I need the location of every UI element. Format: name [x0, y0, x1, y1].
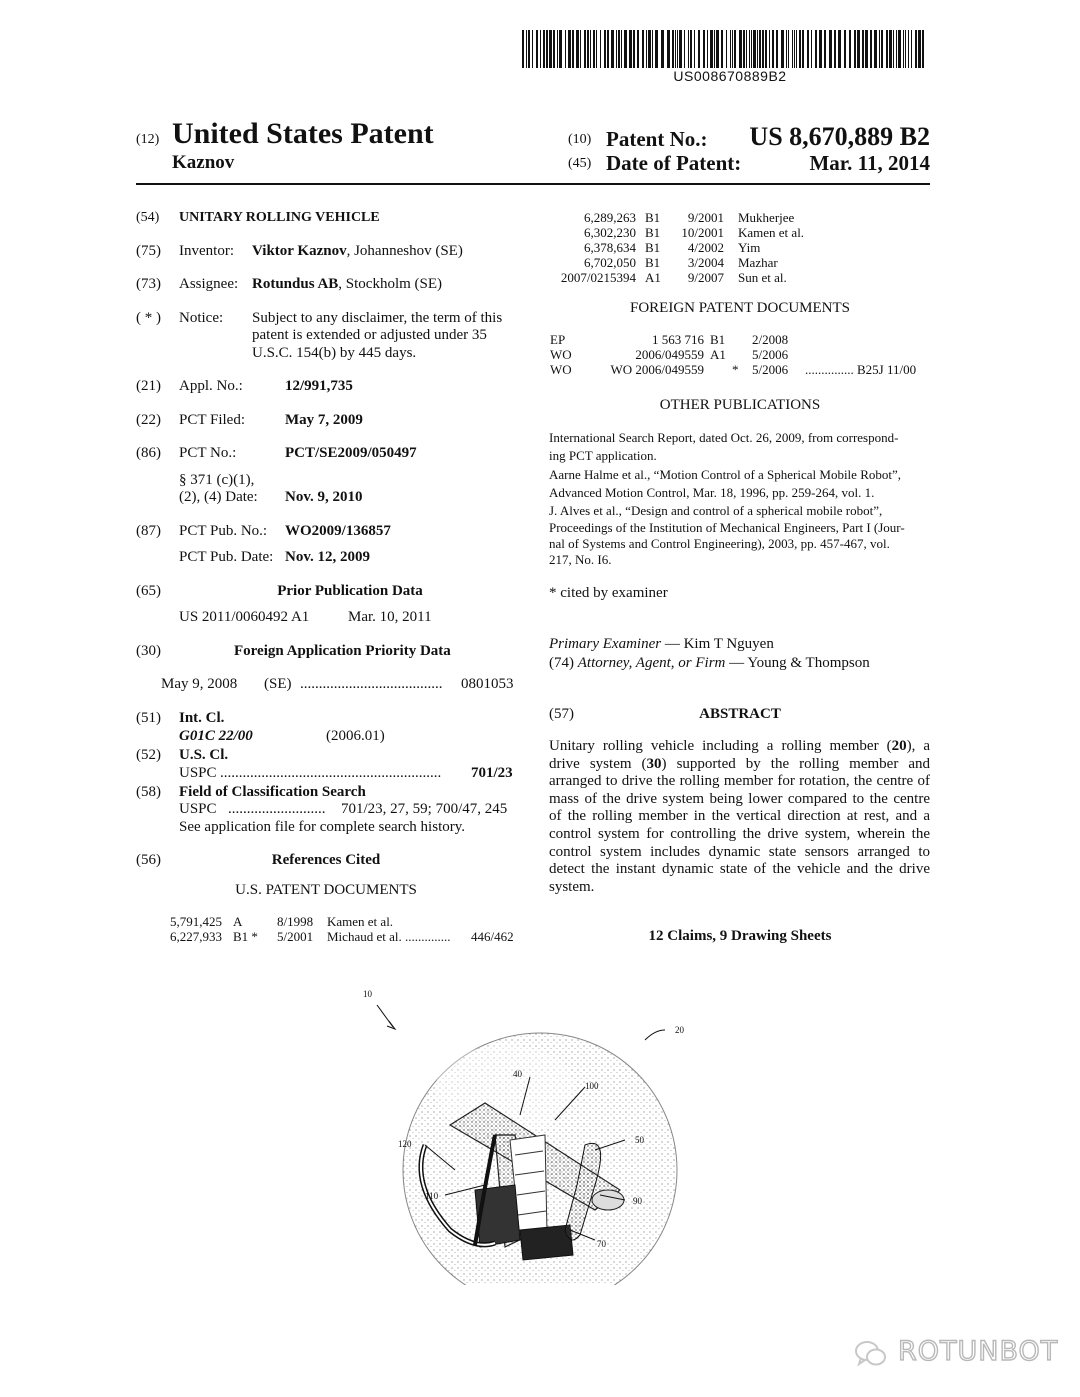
barcode-bar	[802, 30, 804, 68]
code-56: (56)	[136, 852, 161, 868]
barcode-bar	[580, 30, 581, 68]
prior-pub-no: US 2011/0060492 A1	[179, 609, 310, 625]
fp-dots: ......................................	[300, 676, 443, 692]
assignee-name: Rotundus AB	[252, 276, 339, 292]
barcode-bar	[799, 30, 801, 68]
pct-pub-no: WO2009/136857	[285, 523, 391, 539]
patent-number: US 8,670,889 B2	[749, 122, 930, 151]
barcode-bar	[698, 30, 700, 68]
notice-line-2: patent is extended or adjusted under 35	[252, 327, 487, 343]
barcode-bar	[786, 30, 787, 68]
barcode-bar	[532, 30, 533, 68]
code-10: (10)	[568, 132, 592, 147]
foreign-doc-country: WO	[550, 362, 572, 377]
barcode-bar	[889, 30, 892, 68]
barcode-bar	[749, 30, 750, 68]
code-75: (75)	[136, 243, 161, 259]
prior-pub-date: Mar. 10, 2011	[348, 609, 432, 625]
int-cl-label: Int. Cl.	[179, 710, 225, 726]
us-doc-name: Kamen et al.	[327, 914, 394, 929]
prior-pub-heading: Prior Publication Data	[277, 583, 423, 599]
abstract-line	[549, 844, 930, 861]
barcode-bar	[734, 30, 736, 68]
inventor-short: Kaznov	[172, 152, 235, 173]
barcode-bar	[908, 30, 909, 68]
code-52: (52)	[136, 747, 161, 763]
us-doc-number: 6,227,933	[170, 929, 222, 944]
abstract-body	[549, 738, 930, 898]
us-doc-name: Kamen et al.	[738, 225, 805, 240]
us-doc-number: 6,378,634	[584, 240, 636, 255]
us-doc-date: 9/2001	[687, 210, 724, 225]
pct-no: PCT/SE2009/050497	[285, 445, 417, 461]
abstract-text: system.	[549, 878, 595, 895]
barcode-bar	[684, 30, 685, 68]
barcode-bar	[896, 30, 897, 68]
abstract-text: control system for controlling the drive system, wherein the	[549, 826, 930, 842]
barcode-bar	[781, 30, 784, 68]
us-doc-name: Michaud et al. ..............	[327, 929, 451, 944]
barcode-bar	[796, 30, 797, 68]
code-12: (12)	[136, 132, 160, 147]
barcode-bar	[824, 30, 826, 68]
barcode-bar	[526, 30, 527, 68]
other-pub-line: 217, No. I6.	[549, 552, 612, 567]
barcode-bar	[879, 30, 880, 68]
abstract-heading: ABSTRACT	[699, 706, 781, 722]
barcode-bar	[716, 30, 719, 68]
barcode-bar	[829, 30, 832, 68]
rotunbot-watermark	[854, 1336, 1059, 1372]
code-73: (73)	[136, 276, 161, 292]
barcode-bar	[753, 30, 756, 68]
barcode-bar	[661, 30, 664, 68]
attorney-line	[549, 655, 870, 672]
barcode-bar	[655, 30, 658, 68]
barcode-bar	[590, 30, 591, 68]
barcode-bar	[611, 30, 614, 68]
inventor-line	[252, 243, 463, 260]
assignee-location: , Stockholm (SE)	[338, 276, 443, 292]
barcode-bar	[874, 30, 877, 68]
barcode-bar	[788, 30, 789, 68]
barcode	[522, 30, 930, 68]
barcode-bar	[703, 30, 705, 68]
notice-label: Notice:	[179, 310, 224, 326]
barcode-bar	[694, 30, 695, 68]
barcode-bar	[600, 30, 601, 68]
barcode-bar	[898, 30, 901, 68]
fp-date: May 9, 2008	[161, 676, 238, 692]
barcode-bar	[604, 30, 606, 68]
other-publications-heading: OTHER PUBLICATIONS	[659, 397, 821, 413]
barcode-bar	[549, 30, 552, 68]
us-doc-name: Mukherjee	[738, 210, 795, 225]
foreign-doc-kind: *	[732, 362, 739, 377]
fig-label-20: 20	[675, 1025, 684, 1035]
int-cl-code: G01C 22/00	[179, 728, 253, 744]
us-doc-kind: B1	[645, 255, 661, 270]
barcode-bar	[807, 30, 809, 68]
assignee-label: Assignee:	[179, 276, 239, 292]
foreign-doc-number: WO 2006/049559	[610, 362, 704, 377]
abstract-line	[549, 879, 930, 896]
barcode-bar	[714, 30, 715, 68]
code-87: (87)	[136, 523, 161, 539]
barcode-bar	[911, 30, 912, 68]
other-pub-line: ing PCT application.	[549, 448, 657, 463]
date-of-patent-label: Date of Patent:	[606, 151, 742, 175]
uspc-label: USPC	[179, 765, 217, 781]
foreign-priority-heading: Foreign Application Priority Data	[234, 643, 451, 659]
us-cl-label: U.S. Cl.	[179, 747, 229, 763]
barcode-bar	[587, 30, 589, 68]
us-doc-kind: B1	[645, 210, 661, 225]
code-57: (57)	[549, 706, 574, 722]
code-45: (45)	[568, 156, 592, 171]
fig-label-10: 10	[363, 989, 372, 999]
abstract-line	[549, 738, 930, 755]
patent-no-label: Patent No.:	[606, 127, 708, 151]
other-pub-line: International Search Report, dated Oct. 26, 2009, from correspond-	[549, 430, 899, 445]
field-uspc-label: USPC	[179, 801, 217, 817]
barcode-bar	[772, 30, 774, 68]
other-pub-line: Proceedings of the Institution of Mechanical Engineers, Part I (Jour-	[549, 520, 905, 535]
barcode-bar	[751, 30, 752, 68]
barcode-bar	[834, 30, 836, 68]
barcode-bar	[854, 30, 856, 68]
date-of-patent: Mar. 11, 2014	[809, 151, 930, 175]
barcode-bar	[624, 30, 627, 68]
code-74: (74)	[549, 655, 574, 671]
barcode-bar	[903, 30, 904, 68]
us-doc-kind: A1	[645, 270, 661, 285]
barcode-bar	[710, 30, 713, 68]
barcode-bar	[905, 30, 906, 68]
abstract-line	[549, 861, 930, 878]
other-pub-line: Advanced Motion Control, Mar. 18, 1996, pp. 259-264, vol. 1.	[549, 485, 875, 500]
foreign-doc-number: 2006/049559	[635, 347, 704, 362]
barcode-bar	[819, 30, 822, 68]
barcode-bar	[679, 30, 682, 68]
pct-filed-label: PCT Filed:	[179, 412, 245, 428]
code-54: (54)	[136, 210, 160, 225]
us-doc-name: Mazhar	[738, 255, 778, 270]
barcode-bar	[838, 30, 841, 68]
barcode-bar	[565, 30, 566, 68]
abstract-line	[549, 773, 930, 790]
barcode-bar	[690, 30, 692, 68]
notice-line-1: Subject to any disclaimer, the term of this	[252, 310, 503, 326]
us-doc-date: 3/2004	[687, 255, 724, 270]
pct-pub-date-label: PCT Pub. Date:	[179, 549, 274, 565]
code-51: (51)	[136, 710, 161, 726]
barcode-bar	[540, 30, 541, 68]
foreign-doc-class: ............... B25J 11/00	[805, 362, 917, 377]
examiner-label: Primary Examiner	[549, 636, 662, 652]
barcode-bar	[536, 30, 538, 68]
barcode-bar	[543, 30, 545, 68]
code-notice: ( * )	[136, 310, 161, 326]
abstract-line	[549, 791, 930, 808]
claims-summary: 12 Claims, 9 Drawing Sheets	[648, 928, 832, 944]
barcode-bar	[844, 30, 846, 68]
int-cl-version: (2006.01)	[326, 728, 385, 744]
barcode-bar	[732, 30, 733, 68]
foreign-doc-country: EP	[550, 332, 566, 347]
barcode-bar	[675, 30, 676, 68]
barcode-bar	[607, 30, 609, 68]
us-doc-date: 8/1998	[277, 914, 314, 929]
barcode-bar	[557, 30, 558, 68]
barcode-bar	[648, 30, 651, 68]
barcode-bar	[667, 30, 670, 68]
cited-by-examiner: * cited by examiner	[549, 585, 668, 601]
barcode-bar	[618, 30, 620, 68]
barcode-bar	[596, 30, 597, 68]
code-86: (86)	[136, 445, 161, 461]
field-value: 701/23, 27, 59; 700/47, 245	[341, 801, 508, 817]
barcode-bar	[739, 30, 742, 68]
appl-no: 12/991,735	[285, 378, 353, 394]
barcode-bar	[815, 30, 817, 68]
abstract-text: of the rolling member in the vertical direction at rest, and a	[549, 808, 930, 825]
barcode-bar	[743, 30, 745, 68]
abstract-text: detect the instant dynamic state of the vehicle and the drive	[549, 861, 930, 878]
pct-pub-no-label: PCT Pub. No.:	[179, 523, 268, 539]
abstract-line	[549, 826, 930, 843]
abstract-line	[549, 756, 930, 773]
fig-label-90: 90	[633, 1196, 642, 1206]
barcode-bar	[870, 30, 872, 68]
abstract-text: control system includes dynamic state sensors arranged to	[549, 843, 930, 860]
barcode-bar	[849, 30, 851, 68]
barcode-bar	[721, 30, 723, 68]
attorney-name: — Young & Thompson	[725, 655, 870, 671]
barcode-bar	[857, 30, 860, 68]
us-doc-date: 4/2002	[687, 240, 724, 255]
s371-line-1: § 371 (c)(1),	[179, 472, 255, 488]
us-doc-number: 5,791,425	[170, 914, 222, 929]
barcode-bar	[688, 30, 689, 68]
barcode-bar	[759, 30, 761, 68]
abstract-text: Unitary rolling vehicle including a rolling member (	[549, 738, 892, 754]
barcode-bar	[568, 30, 571, 68]
abstract-text: mass of the drive system being lower compared to the centre	[549, 790, 930, 807]
uspc-dots: ...........................................................	[220, 765, 442, 781]
barcode-bar	[528, 30, 530, 68]
barcode-bar	[746, 30, 747, 68]
barcode-bar	[765, 30, 767, 68]
us-docs-continued	[550, 210, 930, 286]
us-doc-name: Yim	[738, 240, 761, 255]
abstract-line	[549, 808, 930, 825]
field-of-search-label: Field of Classification Search	[179, 784, 366, 800]
barcode-bar	[629, 30, 632, 68]
fig-label-40: 40	[513, 1069, 522, 1079]
foreign-doc-kind: B1	[710, 332, 726, 347]
barcode-bar	[576, 30, 579, 68]
abstract-text: ), a	[906, 738, 930, 754]
abstract-text: arranged to drive the rolling member for rotation, the centre of	[549, 773, 930, 790]
abstract-text: ) supported by the rolling member and	[661, 755, 931, 772]
barcode-bar	[672, 30, 674, 68]
pct-no-label: PCT No.:	[179, 445, 237, 461]
barcode-bar	[584, 30, 586, 68]
appl-no-label: Appl. No.:	[179, 378, 243, 394]
barcode-bar	[546, 30, 548, 68]
barcode-bar	[559, 30, 562, 68]
abstract-text: drive system (	[549, 755, 647, 772]
barcode-number: US008670889B2	[673, 68, 787, 84]
uspc-value: 701/23	[471, 765, 513, 781]
foreign-doc-country: WO	[550, 347, 572, 362]
foreign-doc-date: 5/2006	[752, 362, 789, 377]
assignee-line	[252, 276, 442, 293]
barcode-bar	[915, 30, 917, 68]
fig-label-120: 120	[398, 1139, 412, 1149]
watermark-text: ROTUNBOT	[898, 1336, 1059, 1367]
barcode-bar	[726, 30, 727, 68]
barcode-bar	[652, 30, 653, 68]
barcode-bar	[792, 30, 793, 68]
barcode-bar	[893, 30, 894, 68]
fig-label-70: 70	[597, 1239, 606, 1249]
us-doc-date: 9/2007	[687, 270, 724, 285]
references-heading: References Cited	[271, 852, 381, 868]
code-22: (22)	[136, 412, 161, 428]
other-pub-line: J. Alves et al., “Design and control of a spherical mobile robot”,	[549, 503, 883, 518]
inventor-label: Inventor:	[179, 243, 234, 259]
barcode-bar	[776, 30, 778, 68]
barcode-bar	[633, 30, 635, 68]
abstract-ref-numeral: 30	[646, 755, 662, 772]
rolling-vehicle-figure	[355, 985, 700, 1285]
us-doc-class: 446/462	[471, 929, 514, 944]
pct-pub-date: Nov. 12, 2009	[285, 549, 371, 565]
barcode-bar	[707, 30, 708, 68]
barcode-bar	[616, 30, 617, 68]
header-rule	[136, 183, 930, 185]
foreign-doc-kind: A1	[710, 347, 726, 362]
us-doc-name: Sun et al.	[738, 270, 787, 285]
us-doc-kind: B1	[645, 240, 661, 255]
barcode-bar	[522, 30, 524, 68]
us-doc-date: 5/2001	[277, 929, 314, 944]
pct-filed: May 7, 2009	[285, 412, 363, 428]
s371-date: Nov. 9, 2010	[285, 489, 363, 505]
field-dots: ..........................	[228, 801, 326, 817]
examiner-line	[549, 636, 774, 653]
barcode-bar	[730, 30, 731, 68]
barcode-bar	[811, 30, 812, 68]
foreign-doc-date: 2/2008	[752, 332, 789, 347]
us-doc-number: 6,289,263	[584, 210, 636, 225]
us-doc-kind: B1 *	[233, 929, 258, 944]
barcode-bar	[677, 30, 678, 68]
barcode-bar	[757, 30, 758, 68]
invention-title: UNITARY ROLLING VEHICLE	[179, 210, 380, 225]
barcode-bar	[865, 30, 868, 68]
inventor-name: Viktor Kaznov	[252, 243, 347, 259]
barcode-bar	[642, 30, 644, 68]
foreign-doc-number: 1 563 716	[652, 332, 704, 347]
barcode-bar	[881, 30, 883, 68]
foreign-doc-date: 5/2006	[752, 347, 789, 362]
fig-label-100: 100	[585, 1081, 599, 1091]
us-docs-heading: U.S. PATENT DOCUMENTS	[235, 882, 417, 898]
field-note: See application file for complete search history.	[179, 819, 466, 835]
fp-country: (SE)	[264, 676, 292, 692]
fp-number: 0801053	[461, 676, 514, 692]
barcode-bar	[769, 30, 770, 68]
foreign-docs-heading: FOREIGN PATENT DOCUMENTS	[629, 300, 851, 316]
wechat-logo-icon	[854, 1339, 888, 1369]
attorney-label: Attorney, Agent, or Firm	[577, 655, 726, 671]
foreign-docs-table	[550, 332, 930, 378]
barcode-bar	[794, 30, 795, 68]
code-21: (21)	[136, 378, 161, 394]
code-65: (65)	[136, 583, 161, 599]
patent-header-title: United States Patent	[172, 117, 434, 150]
barcode-bar	[553, 30, 555, 68]
us-doc-kind: A	[233, 914, 243, 929]
barcode-bar	[918, 30, 921, 68]
us-doc-kind: B1	[645, 225, 661, 240]
code-30: (30)	[136, 643, 161, 659]
barcode-bar	[637, 30, 639, 68]
other-pub-line: Aarne Halme et al., “Motion Control of a Spherical Mobile Robot”,	[549, 467, 901, 482]
code-58: (58)	[136, 784, 161, 800]
barcode-bar	[886, 30, 888, 68]
barcode-bar	[762, 30, 764, 68]
barcode-bar	[572, 30, 574, 68]
notice-line-3: U.S.C. 154(b) by 445 days.	[252, 345, 417, 361]
inventor-location: , Johanneshov (SE)	[346, 243, 463, 259]
barcode-bar	[862, 30, 864, 68]
barcode-bar	[621, 30, 622, 68]
fig-label-110: 110	[425, 1191, 439, 1201]
s371-line-2: (2), (4) Date:	[179, 489, 258, 505]
examiner-name: — Kim T Nguyen	[661, 636, 774, 652]
other-pub-line: nal of Systems and Control Engineering), 2003, pp. 457-467, vol.	[549, 536, 890, 551]
us-doc-date: 10/2001	[681, 225, 724, 240]
us-doc-number: 2007/0215394	[560, 270, 636, 285]
barcode-bar	[593, 30, 595, 68]
abstract-ref-numeral: 20	[891, 738, 907, 754]
fig-label-50: 50	[635, 1135, 644, 1145]
barcode-bar	[922, 30, 924, 68]
us-doc-number: 6,702,050	[584, 255, 636, 270]
us-doc-number: 6,302,230	[584, 225, 636, 240]
barcode-bar	[646, 30, 647, 68]
